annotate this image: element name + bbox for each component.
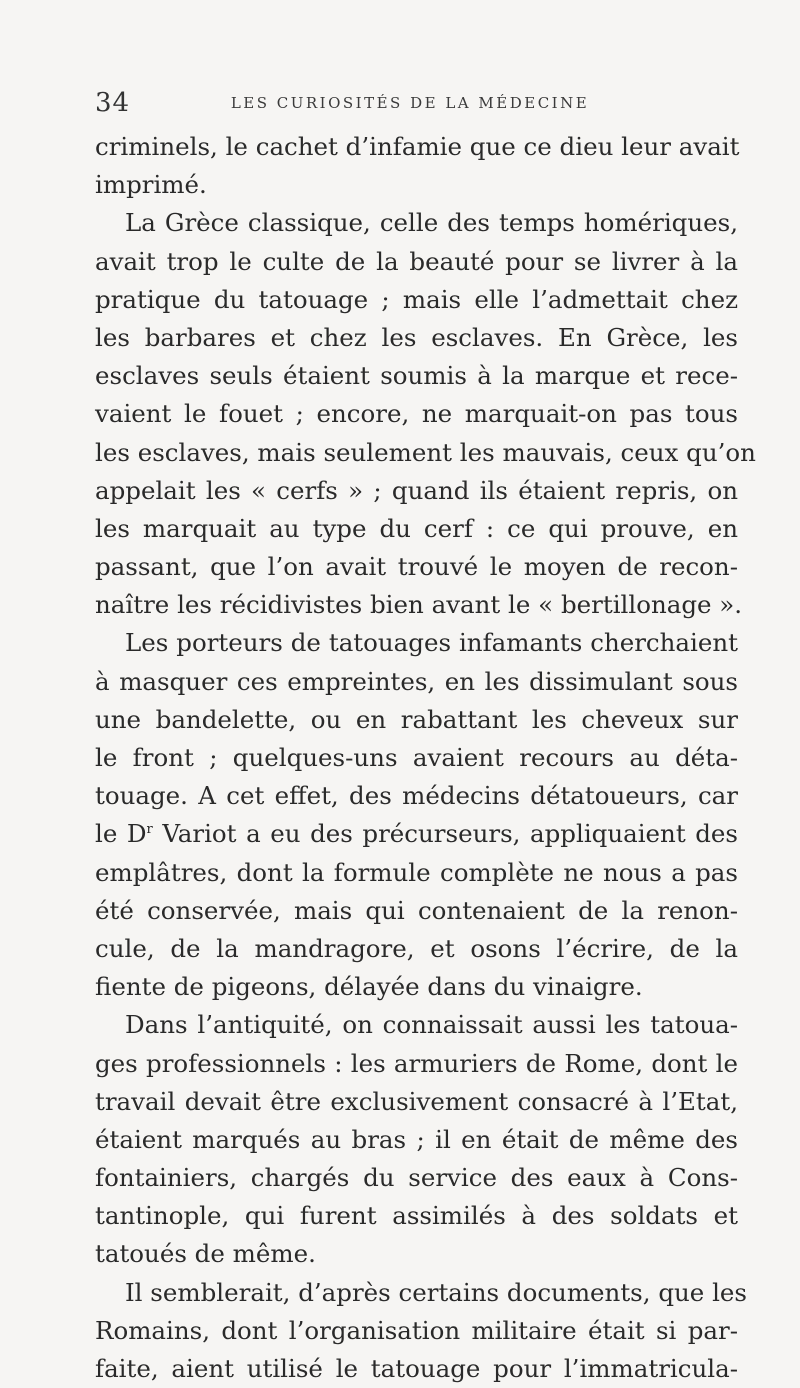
doctor-superscript: r xyxy=(146,822,153,838)
text-line: esclaves seuls étaient soumis à la marque et rece- xyxy=(95,361,738,391)
text-line: Romains, dont l’organisation militaire était si par- xyxy=(95,1315,738,1345)
text-line: étaient marqués au bras ; il en était de même des xyxy=(95,1124,738,1154)
text-line: avait trop le culte de la beauté pour se livrer à la xyxy=(95,246,738,276)
text-line: La Grèce classique, celle des temps homériques, xyxy=(125,208,738,238)
text-line: vaient le fouet ; encore, ne marquait-on pas tous xyxy=(95,399,738,429)
text-line: touage. A cet effet, des médecins détatoueurs, car xyxy=(95,781,738,811)
text-line: pratique du tatouage ; mais elle l’admettait chez xyxy=(95,284,738,314)
text-line: Les porteurs de tatouages infamants cherchaient xyxy=(125,628,738,658)
text-line: Il semblerait, d’après certains documents, que les xyxy=(125,1277,747,1307)
text-line: les marquait au type du cerf : ce qui prouve, en xyxy=(95,513,738,543)
text-line: à masquer ces empreintes, en les dissimulant sous xyxy=(95,666,738,696)
text-line: cule, de la mandragore, et osons l’écrire, de la xyxy=(95,933,738,963)
text-line: tatoués de même. xyxy=(95,1239,316,1269)
body-text xyxy=(95,128,756,1388)
text-line: imprimé. xyxy=(95,170,207,200)
text-line-doctor xyxy=(95,815,738,853)
text-line: fiente de pigeons, délayée dans du vinaigre. xyxy=(95,972,643,1002)
text-line: été conservée, mais qui contenaient de la renon- xyxy=(95,895,738,925)
text-line: ges professionnels : les armuriers de Rome, dont le xyxy=(95,1048,738,1078)
doctor-abbrev: le D xyxy=(95,819,147,849)
text-line: appelait les « cerfs » ; quand ils étaient repris, on xyxy=(95,475,738,505)
doctor-line-rest: Variot a eu des précurseurs, appliquaient des xyxy=(152,819,739,849)
text-line: naître les récidivistes bien avant le « bertillonage ». xyxy=(95,590,743,620)
text-line: tantinople, qui furent assimilés à des soldats et xyxy=(95,1201,738,1231)
text-line: travail devait être exclusivement consacré à l’Etat, xyxy=(95,1086,738,1116)
text-line: emplâtres, dont la formule complète ne nous a pas xyxy=(95,857,738,887)
text-line: les barbares et chez les esclaves. En Grèce, les xyxy=(95,322,738,352)
text-line: faite, aient utilisé le tatouage pour l’immatricula- xyxy=(95,1354,738,1383)
text-line: fontainiers, chargés du service des eaux à Cons- xyxy=(95,1163,738,1193)
text-line: Dans l’antiquité, on connaissait aussi les tatoua- xyxy=(125,1010,738,1040)
running-header: LES CURIOSITÉS DE LA MÉDECINE xyxy=(230,94,590,112)
text-line: passant, que l’on avait trouvé le moyen de recon- xyxy=(95,552,738,582)
text-line: les esclaves, mais seulement les mauvais, ceux qu’on xyxy=(95,437,756,467)
page-number: 34 xyxy=(95,88,131,118)
text-line: le front ; quelques-uns avaient recours au déta- xyxy=(95,743,738,772)
text-line: criminels, le cachet d’infamie que ce dieu leur avait xyxy=(95,132,740,161)
text-line: une bandelette, ou en rabattant les cheveux sur xyxy=(95,704,738,734)
